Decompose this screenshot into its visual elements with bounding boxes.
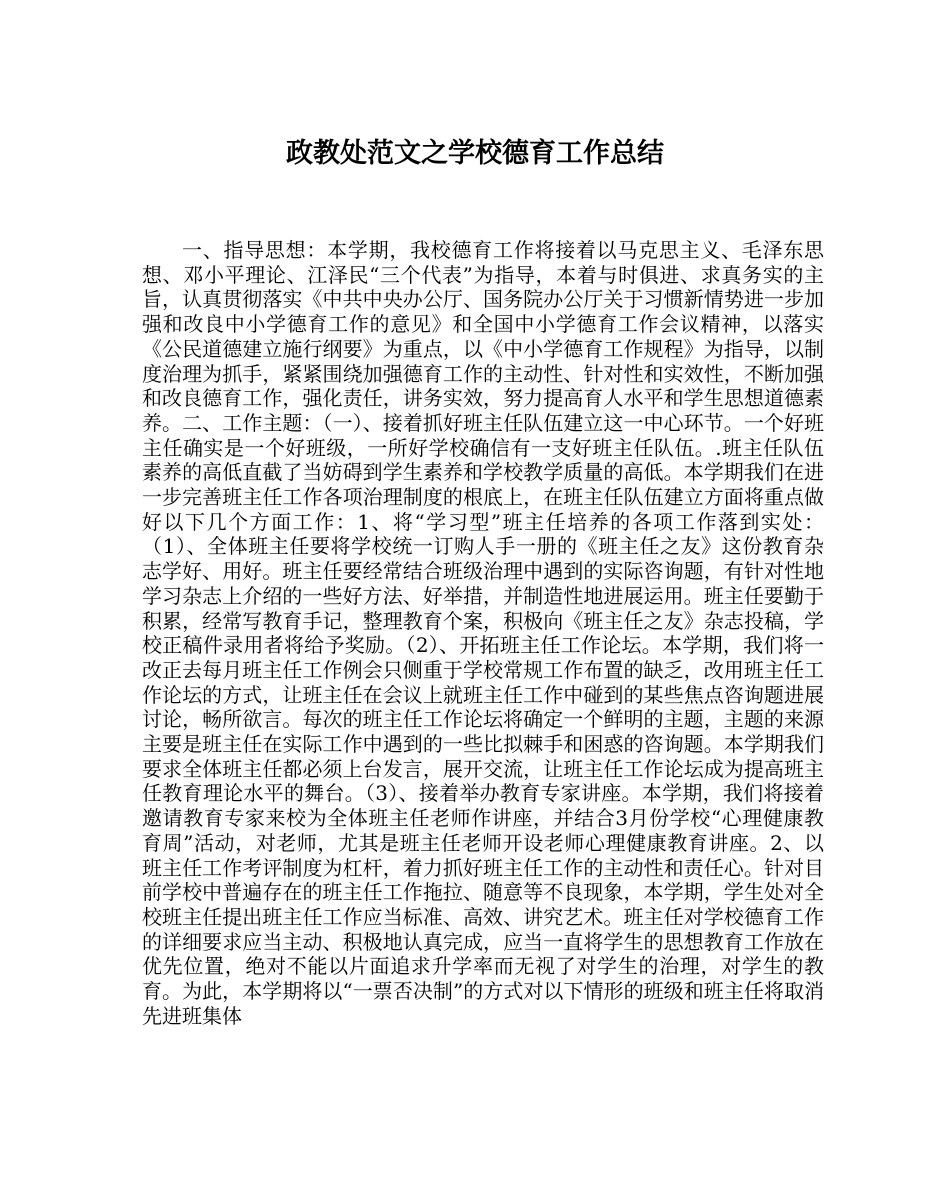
document-body-paragraph: 一、指导思想：本学期，我校德育工作将接着以马克思主义、毛泽东思想、邓小平理论、江泽民“三个代表”为指导，本着与时俱进、求真务实的主旨，认真贯彻落实《中共中央办公厅、国务院办公厅关于习惯新情势进一步加强和改良中小学德育工作的意见》和全国中小学德育工作会议精神，以落实《公民道德建立施行纲要》为重点，以《中小学德育工作规程》为指导，以制度治理为抓手，紧紧围绕加强德育工作的主动性、针对性和实效性，不断加强和改良德育工作，强化责任，讲务实效，努力提高育人水平和学生思想道德素养。二、工作主题：（一）、接着抓好班主任队伍建立这一中心环节。一个好班主任确实是一个好班级，一所好学校确信有一支好班主任队伍。.班主任队伍素养的高低直截了当妨碍到学生素养和学校教学质量的高低。本学期我们在进一步完善班主任工作各项治理制度的根底上，在班主任队伍建立方面将重点做好以下几个方面工作：1、将“学习型”班主任培养的各项工作落到实处：（1）、全体班主任要将学校统一订购人手一册的《班主任之友》这份教育杂志学好、用好。班主任要经常结合班级治理中遇到的实际咨询题，有针对性地学习杂志上介绍的一些好方法、好举措，并制造性地进展运用。班主任要勤于积累，经常写教育手记，整理教育个案，积极向《班主任之友》杂志投稿，学校正稿件录用者将给予奖励。（2）、开拓班主任工作论坛。本学期，我们将一改正去每月班主任工作例会只侧重于学校常规工作布置的缺乏，改用班主任工作论坛的方式，让班主任在会议上就班主任工作中碰到的某些焦点咨询题进展讨论，畅所欲言。每次的班主任工作论坛将确定一个鲜明的主题，主题的来源主要是班主任在实际工作中遇到的一些比拟棘手和困惑的咨询题。本学期我们要求全体班主任都必须上台发言，展开交流，让班主任工作论坛成为提高班主任教育理论水平的舞台。（3）、接着举办教育专家讲座。本学期，我们将接着邀请教育专家来校为全体班主任老师作讲座，并结合3月份学校“心理健康教育周”活动，对老师，尤其是班主任老师开设老师心理健康教育讲座。2、以班主任工作考评制度为杠杆，着力抓好班主任工作的主动性和责任心。针对目前学校中普遍存在的班主任工作拖拉、随意等不良现象，本学期，学生处对全校班主任提出班主任工作应当标准、高效、讲究艺术。班主任对学校德育工作的详细要求应当主动、积极地认真完成，应当一直将学生的思想教育工作放在优先位置，绝对不能以片面追求升学率而无视了对学生的治理，对学生的教育。为此，本学期将以“一票否决制”的方式对以下情形的班级和班主任将取消先进班集体 xyxy=(142,238,824,1028)
document-title: 政教处范文之学校德育工作总结 xyxy=(286,138,664,169)
